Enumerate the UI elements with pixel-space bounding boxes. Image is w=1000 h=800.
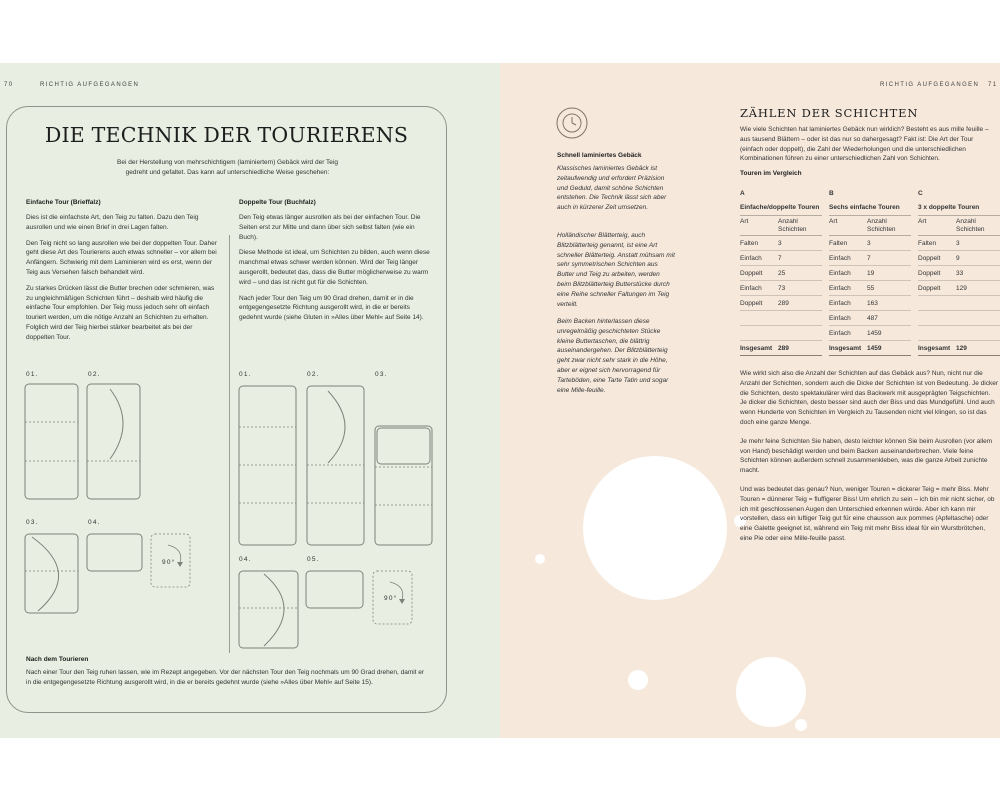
table-row bbox=[740, 281, 822, 296]
table-row bbox=[740, 326, 822, 341]
simple-step-label-1: 01. bbox=[26, 371, 39, 378]
double-step-5-diagram bbox=[305, 570, 365, 610]
row-art: Einfach bbox=[829, 270, 851, 277]
row-art bbox=[918, 311, 956, 325]
after-touring-heading: Nach dem Tourieren bbox=[26, 656, 89, 663]
row-art bbox=[740, 311, 778, 325]
page-number-right: 71 bbox=[988, 82, 998, 88]
row-art: Doppelt bbox=[918, 285, 941, 292]
column-header-count: Anzahl Schichten bbox=[778, 218, 807, 233]
column-header-art: Art bbox=[918, 218, 927, 225]
after-touring-text: Nach einer Tour den Teig ruhen lassen, wie im Rezept angegeben. Vor der nächsten Tour den Teig nochmals um 90 Grad drehen, damit er in die entgegengesetzte Richtung ausgerollt wird, in die er bereits gedehnt wurde (siehe »Alles über Mehl« auf Seite 15). bbox=[26, 669, 425, 686]
column-divider bbox=[229, 235, 230, 653]
table-row bbox=[829, 266, 911, 281]
table-row bbox=[918, 281, 1000, 296]
double-step-2-diagram bbox=[306, 385, 366, 547]
table-row bbox=[918, 326, 1000, 341]
simple-step-label-3: 03. bbox=[26, 519, 39, 526]
double-tour-paragraph: Den Teig etwas länger ausrollen als bei der einfachen Tour. Die Seiten erst zur Mitte und dann über sich selbst falten (wie ein Buch). bbox=[239, 214, 421, 241]
table-row bbox=[829, 281, 911, 296]
row-count: 73 bbox=[778, 285, 786, 292]
column-header-count: Anzahl Schichten bbox=[956, 218, 985, 233]
total-label: Insgesamt bbox=[740, 345, 773, 352]
sidebar-paragraph: Beim Backen hinterlassen diese unregelmäßig geschichteten Stücke kleine Buttertaschen, die blättrig auseinandergehen. Der Blitzblätterteig geht zwar nicht sehr stark in die Höhe, aber er eignet sich hervorragend für Tarteböden, eine Tarte Tatin und sogar eine Mille-feuille. bbox=[557, 318, 669, 394]
table-heading: Einfache/doppelte Touren bbox=[740, 202, 822, 216]
row-count: 33 bbox=[956, 270, 964, 277]
row-count: 9 bbox=[956, 255, 960, 262]
simple-tour-text bbox=[26, 213, 222, 349]
row-count bbox=[956, 296, 1000, 310]
running-head-right: RICHTIG AUFGEGANGEN bbox=[880, 82, 980, 88]
tour-table-c bbox=[918, 189, 1000, 356]
row-count: 7 bbox=[778, 255, 782, 262]
row-art: Falten bbox=[829, 240, 848, 247]
row-art bbox=[918, 296, 956, 310]
double-step-label-2: 02. bbox=[307, 371, 320, 378]
double-tour-paragraph: Diese Methode ist ideal, um Schichten zu bilden, auch wenn diese manchmal etwas schwer werden können. Wird der Teig länger ausgerollt, bedeutet das, dass die Butter möglicherweise zu warm wird – und das ist nicht gut für die Schichten. bbox=[239, 249, 430, 286]
row-count: 7 bbox=[867, 255, 871, 262]
simple-tour-paragraph: Den Teig nicht so lang ausrollen wie bei der doppelten Tour. Daher geht diese Art des Tourierens auch etwas schneller – vor allem bei Anfängern. Schwierig mit dem Laminieren wird es erst, wenn der Teig aus Versehen falsch behandelt wird. bbox=[26, 239, 217, 276]
simple-step-4-diagram bbox=[86, 533, 144, 573]
table-row bbox=[918, 266, 1000, 281]
tour-table-b bbox=[829, 189, 911, 356]
row-art: Falten bbox=[740, 240, 759, 247]
column-header-count: Anzahl Schichten bbox=[867, 218, 896, 233]
row-art: Doppelt bbox=[740, 300, 763, 307]
right-page bbox=[500, 63, 1000, 738]
simple-tour-paragraph: Zu starkes Drücken lässt die Butter brechen oder schmieren, was zu ungleichmäßigen Schichten führt – deshalb wird häufig die einfache Tour empfohlen. Der Teig muss jedoch sehr oft einfach touriert werden, um die nötige Anzahl an Schichten zu erhalten. Folglich wird der Teig hierbei stärker bearbeitet als bei der doppelten Tour. bbox=[26, 284, 215, 341]
row-count bbox=[778, 311, 822, 325]
simple-step-2-diagram bbox=[86, 383, 142, 501]
page-number-left: 70 bbox=[4, 82, 14, 88]
table-total-row bbox=[829, 341, 911, 356]
body-paragraph: Wie wirkt sich also die Anzahl der Schichten auf das Gebäck aus? Nun, nicht nur die Anzahl der Schichten, sondern auch die Dicke der Schichten ist von Bedeutung. Je dicker die Schichten, desto spektakulärer wird das Backwerk mit ausgeprägten Teigschichten. Je dicker die Schichten, desto besser sind auch der Biss und das Mundgefühl. Und auch wenn Hunderte von Schichten im Vergleich zu Tausenden nicht viel klingen, so ist das doch eine ganze Menge. bbox=[740, 370, 998, 426]
row-count: 3 bbox=[956, 240, 960, 247]
book-spread bbox=[0, 63, 1000, 738]
row-count: 3 bbox=[867, 240, 871, 247]
column-header-art: Art bbox=[829, 218, 838, 225]
column-header-art: Art bbox=[740, 218, 749, 225]
double-tour-heading: Doppelte Tour (Buchfalz) bbox=[239, 199, 316, 206]
row-art: Einfach bbox=[829, 285, 851, 292]
row-count: 163 bbox=[867, 300, 878, 307]
row-art: Doppelt bbox=[918, 270, 941, 277]
row-count: 3 bbox=[778, 240, 782, 247]
double-step-3-diagram bbox=[374, 425, 434, 547]
table-letter: B bbox=[829, 190, 834, 197]
tour-table-a bbox=[740, 189, 822, 356]
table-row bbox=[740, 236, 822, 251]
double-step-4-diagram bbox=[238, 570, 300, 650]
table-heading: Sechs einfache Touren bbox=[829, 202, 911, 216]
row-art: Doppelt bbox=[918, 255, 941, 262]
body-paragraph: Und was bedeutet das genau? Nun, weniger Touren = dickerer Teig = mehr Biss. Mehr Touren = dünnerer Teig = fluffigerer Biss! Um ehrlich zu sein – ich bin mir nicht sicher, ob ich mit geschlossenen Augen den Unterschied erkennen würde. Aber ich kann mir vorstellen, dass ein luftiger Teig gut für eine chausson aux pommes (Apfeltasche) oder eine Galette geeignet ist, während ein Teig mit mehr Biss ideal für ein Wurstbrötchen, eine Pie oder eine Mille-feuille passt. bbox=[740, 485, 995, 542]
total-value: 129 bbox=[956, 345, 967, 352]
row-art: Einfach bbox=[829, 255, 851, 262]
row-count: 1459 bbox=[867, 330, 882, 337]
row-count: 129 bbox=[956, 285, 967, 292]
double-step-1-diagram bbox=[238, 385, 298, 547]
table-row bbox=[918, 296, 1000, 311]
row-art bbox=[918, 326, 956, 340]
row-art: Einfach bbox=[829, 300, 851, 307]
sidebar-paragraph: Klassisches laminiertes Gebäck ist zeitaufwendig und erfordert Präzision und Geduld, damit schöne Schichten entstehen. Die Technik lässt sich aber auch in kürzerer Zeit umsetzen. bbox=[557, 165, 667, 212]
sidebar-paragraph: Holländischer Blätterteig, auch Blitzblätterteig genannt, ist eine Art schneller Blätterteig. Anstatt mühsam mit sehr symmetrischen Schichten aus Butter und Teig zu arbeiten, werden beim Blitzblätterteig Butterstücke durch eine Reihe schneller Faltungen im Teig verteilt. bbox=[557, 232, 675, 308]
simple-step-1-diagram bbox=[24, 383, 80, 501]
row-count: 289 bbox=[778, 300, 789, 307]
table-row bbox=[740, 251, 822, 266]
table-row bbox=[740, 311, 822, 326]
clock-icon bbox=[556, 107, 588, 139]
intro-text: Bei der Herstellung von mehrschichtigem (laminiertem) Gebäck wird der Teig gedreht und gefaltet. Das kann auf unterschiedliche Weise geschehen: bbox=[117, 159, 338, 176]
simple-tour-paragraph: Dies ist die einfachste Art, den Teig zu falten. Dazu den Teig ausrollen und wie einen Brief in drei Lagen falten. bbox=[26, 214, 199, 231]
simple-tour-heading: Einfache Tour (Brieffalz) bbox=[26, 199, 101, 206]
table-column-headers bbox=[918, 216, 1000, 236]
simple-step-label-4: 04. bbox=[88, 519, 101, 526]
total-label: Insgesamt bbox=[829, 345, 862, 352]
row-count: 19 bbox=[867, 270, 875, 277]
table-letter: A bbox=[740, 190, 745, 197]
simple-step-label-2: 02. bbox=[88, 371, 101, 378]
table-row bbox=[829, 251, 911, 266]
table-total-row bbox=[740, 341, 822, 356]
double-step-label-4: 04. bbox=[239, 556, 252, 563]
total-value: 1459 bbox=[867, 345, 882, 352]
page-title: DIE TECHNIK DER TOURIERENS bbox=[44, 123, 409, 147]
double-tour-text bbox=[239, 213, 435, 329]
table-row bbox=[829, 326, 911, 341]
row-art: Einfach bbox=[829, 330, 851, 337]
row-count bbox=[956, 311, 1000, 325]
sidebar-title: Schnell laminiertes Gebäck bbox=[557, 152, 642, 159]
total-label: Insgesamt bbox=[918, 345, 951, 352]
running-head-left: RICHTIG AUFGEGANGEN bbox=[40, 82, 140, 88]
left-page bbox=[0, 63, 500, 738]
row-count: 487 bbox=[867, 315, 878, 322]
table-row bbox=[918, 236, 1000, 251]
double-tour-paragraph: Nach jeder Tour den Teig um 90 Grad drehen, damit er in die entgegengesetzte Richtung ausgerollt wird, in die er bereits gedehnt wurde (siehe Gluten in »Alles über Mehl« auf Seite 14). bbox=[239, 294, 424, 322]
double-step-label-5: 05. bbox=[307, 556, 320, 563]
double-step-label-3: 03. bbox=[375, 371, 388, 378]
row-count: 55 bbox=[867, 285, 875, 292]
section-intro: Wie viele Schichten hat laminiertes Gebäck nun wirklich? Besteht es aus mille feuille – aus tausend Blättern – oder ist das nur so dahergesagt? Fakt ist: Die Art der Tour (einfach oder doppelt), die Zahl der Wiederholungen und die unterschiedlichen Kombinationen führen zu einer unterschiedlichen Zahl von Schichten. bbox=[740, 126, 989, 163]
table-row bbox=[740, 296, 822, 311]
table-column-headers bbox=[740, 216, 822, 236]
table-title: Touren im Vergleich bbox=[740, 170, 802, 177]
row-count bbox=[778, 326, 822, 340]
row-art: Doppelt bbox=[740, 270, 763, 277]
table-row bbox=[829, 296, 911, 311]
row-count: 25 bbox=[778, 270, 786, 277]
table-row bbox=[829, 236, 911, 251]
row-art: Falten bbox=[918, 240, 937, 247]
simple-rotate-label: 90° bbox=[162, 559, 176, 566]
body-text bbox=[740, 369, 998, 553]
simple-step-3-diagram bbox=[24, 533, 80, 615]
row-count bbox=[956, 326, 1000, 340]
table-total-row bbox=[918, 341, 1000, 356]
table-letter: C bbox=[918, 190, 923, 197]
table-row bbox=[918, 251, 1000, 266]
table-heading: 3 x doppelte Touren bbox=[918, 202, 1000, 216]
double-rotate-label: 90° bbox=[384, 595, 398, 602]
table-column-headers bbox=[829, 216, 911, 236]
double-step-label-1: 01. bbox=[239, 371, 252, 378]
table-row bbox=[918, 311, 1000, 326]
table-row bbox=[740, 266, 822, 281]
total-value: 289 bbox=[778, 345, 789, 352]
row-art: Einfach bbox=[740, 285, 762, 292]
section-title: ZÄHLEN DER SCHICHTEN bbox=[740, 106, 919, 120]
row-art: Einfach bbox=[829, 315, 851, 322]
row-art: Einfach bbox=[740, 255, 762, 262]
row-art bbox=[740, 326, 778, 340]
table-row bbox=[829, 311, 911, 326]
body-paragraph: Je mehr feine Schichten Sie haben, desto leichter können Sie beim Ausrollen (vor allem von Hand) beschädigt werden und beim Backen auseinanderbrechen. Viele feine Schichten können außerdem schnell zusammenkleben, was die ganze Arbeit zunichte macht. bbox=[740, 437, 993, 475]
